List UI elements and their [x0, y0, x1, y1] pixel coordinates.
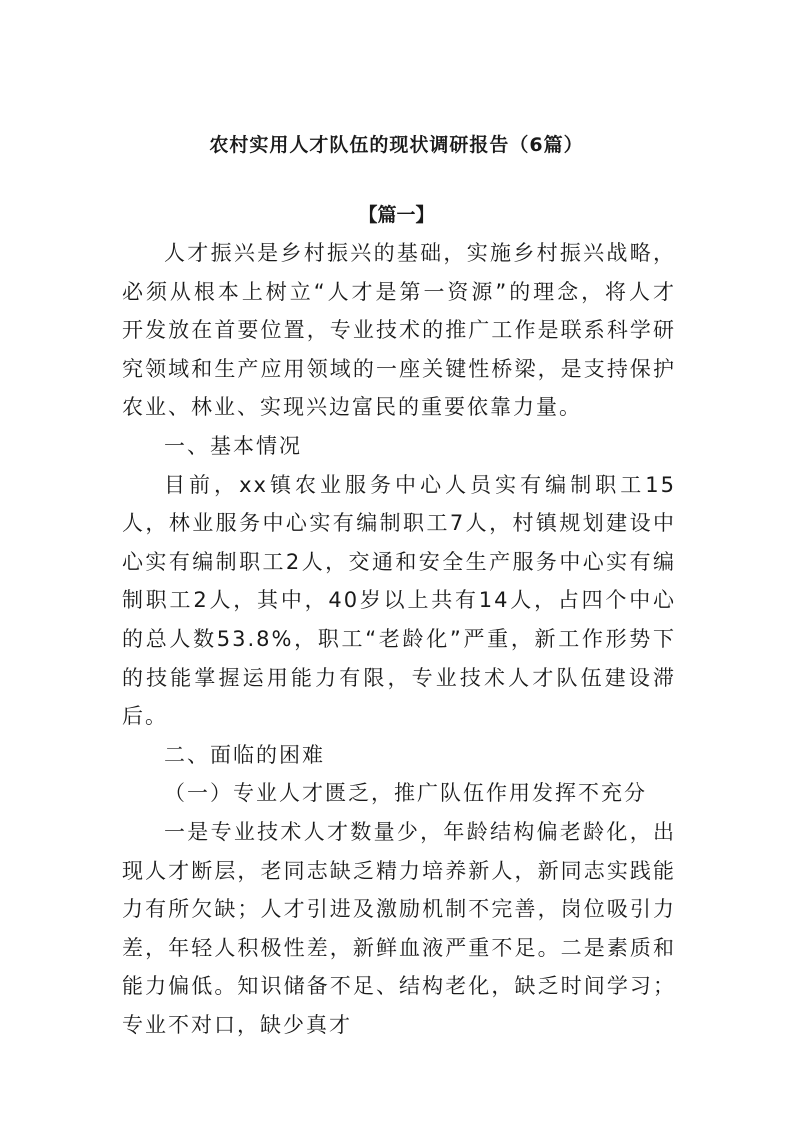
heading-basic-situation: 一、基本情况 [164, 433, 302, 458]
body-paragraph: 人才振兴是乡村振兴的基础，实施乡村振兴战略，必须从根本上树立“人才是第一资源”的理念，将人才开发放在首要位置，专业技术的推广工作是联系科学研究领域和生产应用领域的一座关键性桥梁，是支持保护农业、林业、实现兴边富民的重要依靠力量。 [122, 241, 676, 420]
section-heading: 【篇一】 [358, 204, 435, 226]
document-body [122, 234, 676, 1044]
heading-difficulties: 二、面临的困难 [164, 742, 325, 767]
body-paragraph: 目前，xx镇农业服务中心人员实有编制职工15人，林业服务中心实有编制职工7人，村镇规划建设中心实有编制职工2人，交通和安全生产服务中心实有编制职工2人，其中，40岁以上共有14人，占四个中心的总人数53.8%，职工“老龄化”严重，新工作形势下的技能掌握运用能力有限，专业技术人才队伍建设滞后。 [122, 472, 676, 729]
body-paragraph: 一是专业技术人才数量少，年龄结构偏老龄化，出现人才断层，老同志缺乏精力培养新人，新同志实践能力有所欠缺；人才引进及激励机制不完善，岗位吸引力差，年轻人积极性差，新鲜血液严重不足。二是素质和能力偏低。知识储备不足、结构老化，缺乏时间学习；专业不对口，缺少真才 [122, 819, 676, 1037]
document-title: 农村实用人才队伍的现状调研报告（6篇） [209, 134, 584, 156]
subheading-talent-shortage: （一）专业人才匮乏，推广队伍作用发挥不充分 [164, 781, 647, 806]
